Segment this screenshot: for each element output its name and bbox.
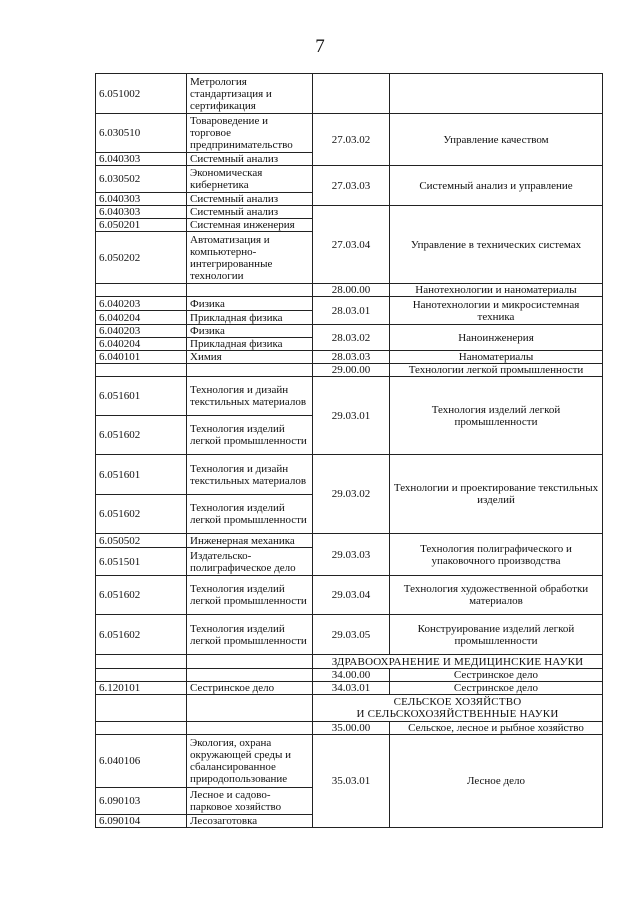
new-code-cell: 27.03.03: [313, 166, 390, 206]
old-code-cell: 6.051002: [96, 74, 187, 114]
old-name-cell: Технология и дизайн текстильных материалов: [187, 377, 313, 416]
new-code-cell: 34.03.01: [313, 682, 390, 695]
old-name-cell: [187, 695, 313, 722]
old-name-cell: Химия: [187, 351, 313, 364]
old-code-cell: 6.030502: [96, 166, 187, 193]
old-name-cell: Издательско-полиграфическое дело: [187, 548, 313, 576]
old-code-cell: 6.051602: [96, 495, 187, 534]
new-code-cell: 27.03.04: [313, 206, 390, 284]
old-code-cell: [96, 284, 187, 297]
new-name-cell: Технология художественной обработки материалов: [390, 576, 603, 615]
old-code-cell: 6.040101: [96, 351, 187, 364]
old-name-cell: Технология изделий легкой промышленности: [187, 615, 313, 655]
new-code-cell: 35.00.00: [313, 722, 390, 735]
table-row: [96, 722, 603, 735]
table-row: [96, 695, 603, 722]
old-name-cell: Сестринское дело: [187, 682, 313, 695]
new-name-cell: Конструирование изделий легкой промышленности: [390, 615, 603, 655]
old-name-cell: Инженерная механика: [187, 534, 313, 548]
table-row: [96, 655, 603, 669]
table-row: [96, 534, 603, 548]
old-code-cell: 6.040203: [96, 325, 187, 338]
table-row: [96, 114, 603, 153]
old-code-cell: 6.040203: [96, 297, 187, 311]
old-code-cell: 6.090104: [96, 815, 187, 828]
table-row: [96, 206, 603, 219]
old-name-cell: [187, 722, 313, 735]
section-heading-health: ЗДРАВООХРАНЕНИЕ И МЕДИЦИНСКИЕ НАУКИ: [313, 655, 603, 669]
old-name-cell: Технология изделий легкой промышленности: [187, 576, 313, 615]
new-name-cell: Управление качеством: [390, 114, 603, 166]
old-name-cell: Прикладная физика: [187, 311, 313, 325]
section-heading-line: СЕЛЬСКОЕ ХОЗЯЙСТВО: [393, 696, 522, 708]
old-code-cell: 6.090103: [96, 788, 187, 815]
old-name-cell: Системный анализ: [187, 206, 313, 219]
new-name-cell: Нанотехнологии и наноматериалы: [390, 284, 603, 297]
page-number: 7: [315, 36, 325, 57]
old-code-cell: 6.051602: [96, 615, 187, 655]
old-name-cell: Физика: [187, 297, 313, 311]
old-code-cell: 6.120101: [96, 682, 187, 695]
old-name-cell: Технология изделий легкой промышленности: [187, 416, 313, 455]
old-name-cell: Физика: [187, 325, 313, 338]
table-row: [96, 364, 603, 377]
table-row: [96, 735, 603, 788]
old-name-cell: Прикладная физика: [187, 338, 313, 351]
old-code-cell: 6.040106: [96, 735, 187, 788]
new-name-cell: Сестринское дело: [390, 669, 603, 682]
old-code-cell: 6.051602: [96, 576, 187, 615]
table-row: [96, 297, 603, 311]
old-name-cell: [187, 364, 313, 377]
new-name-cell: Наноматериалы: [390, 351, 603, 364]
old-name-cell: Технология и дизайн текстильных материалов: [187, 455, 313, 495]
old-name-cell: Товароведение и торговое предпринимательство: [187, 114, 313, 153]
old-name-cell: Системный анализ: [187, 193, 313, 206]
new-code-cell: 29.03.04: [313, 576, 390, 615]
old-code-cell: [96, 722, 187, 735]
new-code-cell: 29.03.01: [313, 377, 390, 455]
new-code-cell: 29.03.02: [313, 455, 390, 534]
table-row: [96, 166, 603, 193]
table-row: [96, 284, 603, 297]
old-code-cell: 6.040303: [96, 153, 187, 166]
new-code-cell: 28.00.00: [313, 284, 390, 297]
new-name-cell: [390, 74, 603, 114]
new-name-cell: Лесное дело: [390, 735, 603, 828]
new-code-cell: 28.03.01: [313, 297, 390, 325]
old-code-cell: 6.051601: [96, 377, 187, 416]
old-code-cell: [96, 695, 187, 722]
section-heading-line: И СЕЛЬСКОХОЗЯЙСТВЕННЫЕ НАУКИ: [356, 708, 559, 720]
old-name-cell: [187, 669, 313, 682]
section-heading-agriculture: [313, 695, 603, 722]
new-name-cell: Сельское, лесное и рыбное хозяйство: [390, 722, 603, 735]
old-code-cell: 6.050502: [96, 534, 187, 548]
old-name-cell: Технология изделий легкой промышленности: [187, 495, 313, 534]
new-name-cell: Технологии легкой промышленности: [390, 364, 603, 377]
new-code-cell: 29.00.00: [313, 364, 390, 377]
old-name-cell: [187, 655, 313, 669]
old-code-cell: 6.040303: [96, 206, 187, 219]
old-code-cell: 6.051601: [96, 455, 187, 495]
new-name-cell: Нанотехнологии и микросистемная техника: [390, 297, 603, 325]
old-name-cell: [187, 284, 313, 297]
old-code-cell: [96, 655, 187, 669]
new-name-cell: Технология изделий легкой промышленности: [390, 377, 603, 455]
old-name-cell: Экология, охрана окружающей среды и сбалансированное природопользование: [187, 735, 313, 788]
old-code-cell: 6.040204: [96, 311, 187, 325]
old-code-cell: 6.050201: [96, 219, 187, 232]
old-name-cell: Лесозаготовка: [187, 815, 313, 828]
new-name-cell: Системный анализ и управление: [390, 166, 603, 206]
table-row: [96, 74, 603, 114]
old-name-cell: Экономическая кибернетика: [187, 166, 313, 193]
new-name-cell: Наноинженерия: [390, 325, 603, 351]
new-code-cell: [313, 74, 390, 114]
table-row: [96, 682, 603, 695]
new-code-cell: 34.00.00: [313, 669, 390, 682]
specialties-table: [95, 73, 603, 828]
new-code-cell: 29.03.03: [313, 534, 390, 576]
new-name-cell: Технология полиграфического и упаковочного производства: [390, 534, 603, 576]
old-name-cell: Автоматизация и компьютерно-интегрированные технологии: [187, 232, 313, 284]
table-row: [96, 615, 603, 655]
new-name-cell: Технологии и проектирование текстильных изделий: [390, 455, 603, 534]
old-name-cell: Системный анализ: [187, 153, 313, 166]
new-code-cell: 27.03.02: [313, 114, 390, 166]
new-name-cell: Сестринское дело: [390, 682, 603, 695]
table-row: [96, 377, 603, 416]
new-name-cell: Управление в технических системах: [390, 206, 603, 284]
old-code-cell: 6.040303: [96, 193, 187, 206]
old-code-cell: 6.051501: [96, 548, 187, 576]
old-code-cell: 6.050202: [96, 232, 187, 284]
table-row: [96, 669, 603, 682]
old-name-cell: Системная инженерия: [187, 219, 313, 232]
old-code-cell: 6.040204: [96, 338, 187, 351]
new-code-cell: 28.03.03: [313, 351, 390, 364]
table-row: [96, 455, 603, 495]
old-code-cell: 6.051602: [96, 416, 187, 455]
new-code-cell: 28.03.02: [313, 325, 390, 351]
new-code-cell: 29.03.05: [313, 615, 390, 655]
old-name-cell: Лесное и садово-парковое хозяйство: [187, 788, 313, 815]
old-code-cell: [96, 669, 187, 682]
table-row: [96, 325, 603, 338]
new-code-cell: 35.03.01: [313, 735, 390, 828]
table-row: [96, 576, 603, 615]
table-row: [96, 351, 603, 364]
old-name-cell: Метрология стандартизация и сертификация: [187, 74, 313, 114]
old-code-cell: [96, 364, 187, 377]
old-code-cell: 6.030510: [96, 114, 187, 153]
